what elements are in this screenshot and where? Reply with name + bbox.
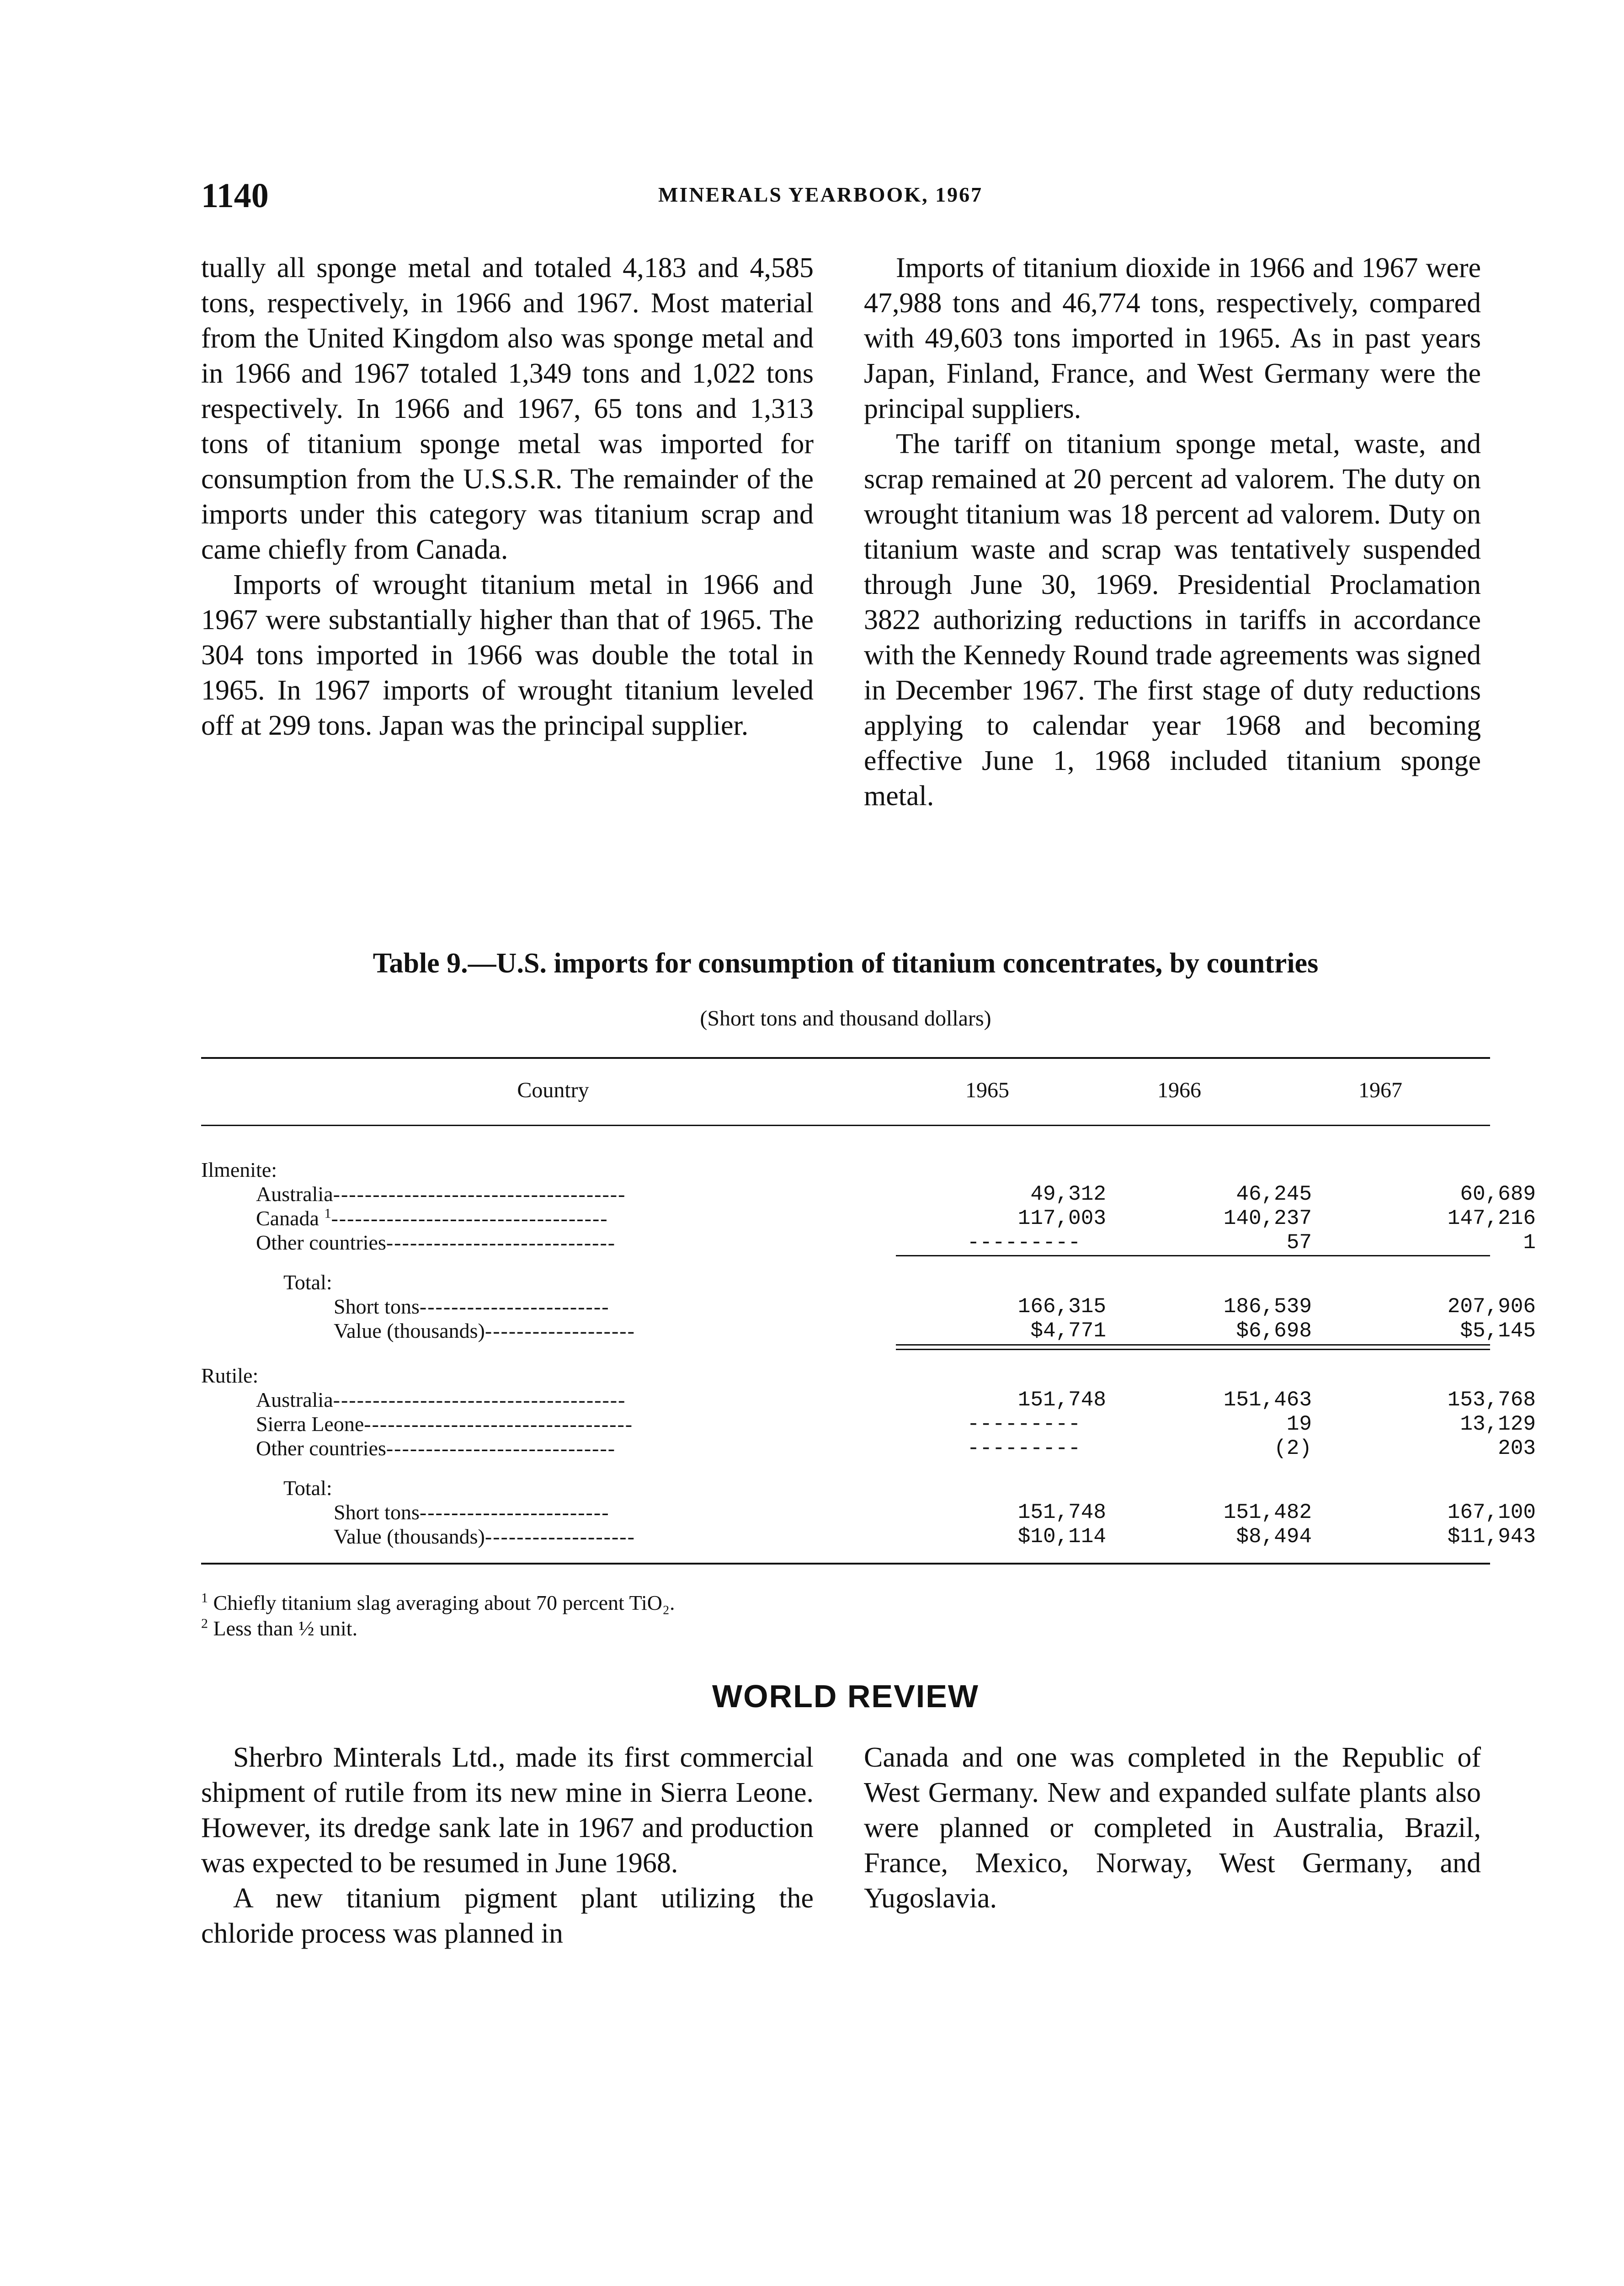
table-bottom-rule	[201, 1563, 1490, 1565]
footnote-mark: 2	[201, 1616, 208, 1631]
cell-1966: 151,482	[1223, 1501, 1312, 1524]
table-row: Other countries----------------------------- --------- (2) 203	[256, 1437, 1536, 1460]
right-column-bottom	[864, 1740, 1481, 1916]
footnote: $^1$ Chiefly titanium slag averaging about 70 percent TiO₂.	[201, 1590, 675, 1614]
column-header-country: Country	[517, 1078, 589, 1102]
table-row: Australia------------------------------------- 49,312 46,245 60,689	[256, 1182, 1536, 1206]
page-number: 1140	[201, 176, 269, 215]
cell-1967: $11,943	[1447, 1525, 1536, 1549]
cell-1965: ---------	[967, 1412, 1081, 1436]
table-title: Table 9.—U.S. imports for consumption of titanium concentrates, by countries	[373, 948, 1319, 979]
cell-1965: $4,771	[1030, 1319, 1106, 1343]
cell-1966: 140,237	[1223, 1207, 1312, 1230]
row-label: Sierra Leone	[256, 1412, 364, 1436]
paragraph: Imports of titanium dioxide in 1966 and 1967 were 47,988 tons and 46,774 tons, respectively, compared with 49,603 tons imported in 1965. As in past years Japan, Finland, France, and West Germany were the principal suppliers.	[864, 252, 1481, 424]
cell-1966: 46,245	[1236, 1182, 1312, 1206]
cell-1966: 19	[1286, 1412, 1312, 1436]
footnote-mark: 1	[201, 1590, 208, 1606]
row-label: Value (thousands)	[334, 1319, 485, 1342]
right-column-top	[864, 251, 1481, 814]
cell-1967: 207,906	[1447, 1295, 1536, 1319]
column-header-1965: 1965	[965, 1078, 1009, 1102]
cell-1965: ---------	[967, 1231, 1081, 1255]
row-label: Canada	[256, 1207, 319, 1230]
cell-1965: ---------	[967, 1437, 1081, 1460]
row-label: Rutile:	[201, 1364, 259, 1387]
table-top-rule	[201, 1057, 1490, 1059]
table-row-total: Value (thousands)------------------- $4,771 $6,698 $5,145	[334, 1319, 1536, 1343]
table-row: Canada $^1$----------------------------------- 117,003 140,237 147,216	[256, 1206, 1536, 1230]
row-label: Total:	[283, 1476, 332, 1500]
table-row: Australia------------------------------------- 151,748 151,463 153,768	[256, 1388, 1536, 1412]
footnote-mark: 1	[324, 1206, 331, 1221]
cell-1966: 57	[1286, 1231, 1312, 1255]
row-label: Other countries	[256, 1437, 386, 1460]
cell-1967: 153,768	[1447, 1388, 1536, 1412]
row-label: Total:	[283, 1271, 332, 1294]
cell-1966: $8,494	[1236, 1525, 1312, 1549]
total-heading-row	[201, 1476, 1490, 1501]
paragraph: Canada and one was completed in the Republic of West Germany. New and expanded sulfate plants also were planned or completed in Australia, Brazil, France, Mexico, Norway, West Germany, and Yugoslavia.	[864, 1742, 1481, 1914]
cell-1967: $5,145	[1460, 1319, 1536, 1343]
row-label: Australia	[256, 1182, 333, 1206]
table-row-total: Short tons------------------------ 151,748 151,482 167,100	[334, 1501, 1536, 1524]
cell-1965: 151,748	[1017, 1388, 1106, 1412]
left-column-bottom	[201, 1740, 814, 1951]
cell-1965: 49,312	[1030, 1182, 1106, 1206]
left-column-top	[201, 251, 814, 743]
paragraph: Imports of wrought titanium metal in 1966 and 1967 were substantially higher than that of 1965. The 304 tons imported in 1966 was double the total in 1965. In 1967 imports of wrought titanium leveled off at 299 tons. Japan was the principal supplier.	[201, 569, 814, 741]
cell-1965: $10,114	[1017, 1525, 1106, 1549]
cell-1967: 13,129	[1460, 1412, 1536, 1436]
row-label: Short tons	[334, 1501, 420, 1524]
paragraph: A new titanium pigment plant utilizing the chloride process was planned in	[201, 1883, 814, 1949]
cell-1965: 151,748	[1017, 1501, 1106, 1524]
column-header-1966: 1966	[1157, 1078, 1201, 1102]
table-subtitle: (Short tons and thousand dollars)	[700, 1006, 991, 1031]
paragraph: The tariff on titanium sponge metal, waste, and scrap remained at 20 percent ad valorem. The duty on wrought titanium was 18 percent ad valorem. Duty on titanium waste and scrap was tentatively suspended through June 30, 1969. Presidential Proclamation 3822 authorizing reductions in tariffs in accordance with the Kennedy Round trade agreements was signed in December 1967. The first stage of duty reductions applying to calendar year 1968 and becoming effective June 1, 1968 included titanium sponge metal.	[864, 428, 1481, 812]
section-double-rule	[896, 1344, 1490, 1350]
row-label: Value (thousands)	[334, 1525, 485, 1548]
section-heading-row	[201, 1158, 1490, 1182]
column-header-1967: 1967	[1358, 1078, 1402, 1102]
table-row: Other countries----------------------------- --------- 57 1	[256, 1231, 1536, 1255]
running-head: MINERALS YEARBOOK, 1967	[658, 183, 983, 206]
cell-1965: 166,315	[1017, 1295, 1106, 1319]
cell-1967: 147,216	[1447, 1207, 1536, 1230]
cell-1966: $6,698	[1236, 1319, 1312, 1343]
cell-1966: 151,463	[1223, 1388, 1312, 1412]
table-row-total: Short tons------------------------ 166,315 186,539 207,906	[334, 1295, 1536, 1319]
row-label: Other countries	[256, 1231, 386, 1254]
cell-1967: 1	[1523, 1231, 1536, 1255]
cell-1966: 186,539	[1223, 1295, 1312, 1319]
row-label: Australia	[256, 1388, 333, 1411]
cell-1967: 60,689	[1460, 1182, 1536, 1206]
table-row: Sierra Leone---------------------------------- --------- 19 13,129	[256, 1412, 1536, 1436]
paragraph: Sherbro Minterals Ltd., made its first commercial shipment of rutile from its new mine in Sierra Leone. However, its dredge sank late in 1967 and production was expected to be resumed in June 1968.	[201, 1742, 814, 1879]
cell-1965: 117,003	[1017, 1207, 1106, 1230]
cell-1967: 167,100	[1447, 1501, 1536, 1524]
running-header	[201, 176, 1490, 217]
total-heading-row	[201, 1270, 1490, 1295]
footnote: $^2$ Less than ½ unit.	[201, 1616, 358, 1640]
table-row-total: Value (thousands)------------------- $10,114 $8,494 $11,943	[334, 1525, 1536, 1549]
row-label: Short tons	[334, 1295, 420, 1318]
subtotal-rule	[896, 1255, 1490, 1256]
section-heading-row	[201, 1363, 1490, 1388]
paragraph: tually all sponge metal and totaled 4,183 and 4,585 tons, respectively, in 1966 and 1967. Most material from the United Kingdom also was sponge metal and in 1966 and 1967 totaled 1,349 tons and 1,022 tons respectively. In 1966 and 1967, 65 tons and 1,313 tons of titanium sponge metal was imported for consumption from the U.S.S.R. The remainder of the imports under this category was titanium scrap and came chiefly from Canada.	[201, 252, 814, 565]
section-heading: WORLD REVIEW	[712, 1678, 979, 1714]
table-footnotes	[201, 1590, 1490, 1641]
cell-1967: 203	[1498, 1437, 1536, 1460]
row-label: Ilmenite:	[201, 1158, 277, 1181]
cell-1966: (2)	[1274, 1437, 1312, 1460]
header-bottom-rule	[201, 1125, 1490, 1126]
